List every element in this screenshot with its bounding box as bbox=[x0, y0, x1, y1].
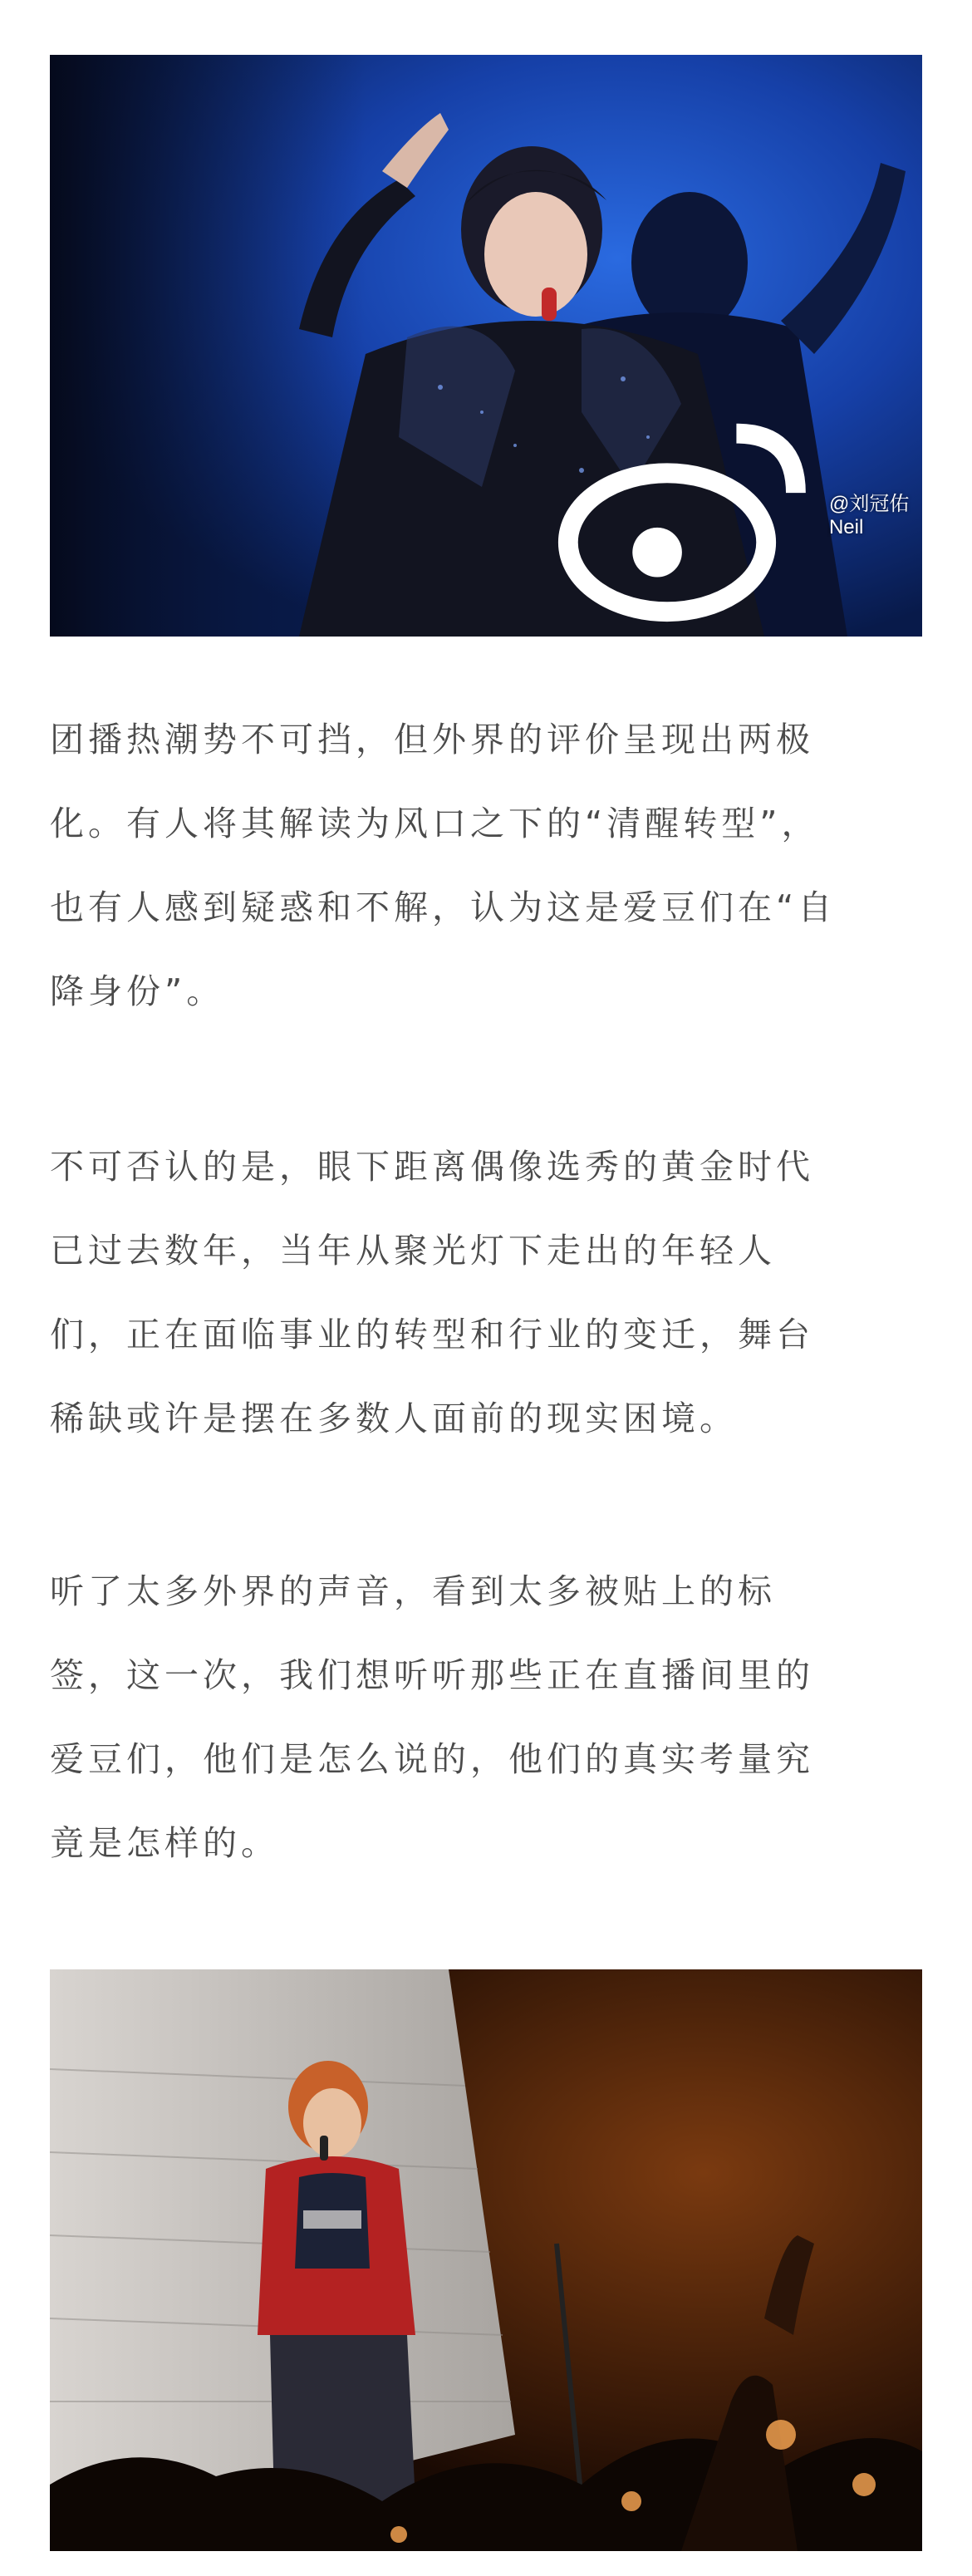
paragraph-1 bbox=[50, 698, 930, 1034]
paragraph-line: 化。有人将其解读为风口之下的“清醒转型”， bbox=[50, 804, 820, 843]
paragraph-line: 爱豆们，他们是怎么说的，他们的真实考量究 bbox=[50, 1739, 814, 1779]
paragraph-3 bbox=[50, 1550, 930, 1885]
paragraph-line: 竟是怎样的。 bbox=[50, 1823, 279, 1863]
paragraph-line: 团播热潮势不可挡，但外界的评价呈现出两极 bbox=[50, 720, 814, 760]
paragraph-2 bbox=[50, 1125, 930, 1461]
stage-photo-orange bbox=[50, 1969, 922, 2551]
paragraph-line: 们，正在面临事业的转型和行业的变迁，舞台 bbox=[50, 1315, 814, 1354]
image-watermark bbox=[548, 394, 916, 632]
paragraph-line: 稀缺或许是摆在多数人面前的现实困境。 bbox=[50, 1399, 738, 1438]
paragraph-line: 也有人感到疑惑和不解，认为这是爱豆们在“自 bbox=[50, 887, 837, 927]
paragraph-line: 已过去数年，当年从聚光灯下走出的年轻人 bbox=[50, 1231, 776, 1271]
paragraph-line: 签，这一次，我们想听听那些正在直播间里的 bbox=[50, 1655, 814, 1695]
article-image-1[interactable] bbox=[50, 55, 922, 637]
paragraph-line: 不可否认的是，眼下距离偶像选秀的黄金时代 bbox=[50, 1147, 814, 1187]
watermark-text: @刘冠佑Neil bbox=[828, 492, 910, 538]
weibo-icon bbox=[548, 394, 826, 632]
article-image-2[interactable] bbox=[50, 1969, 922, 2551]
paragraph-line: 降身份”。 bbox=[50, 971, 225, 1011]
paragraph-line: 听了太多外界的声音，看到太多被贴上的标 bbox=[50, 1571, 776, 1611]
